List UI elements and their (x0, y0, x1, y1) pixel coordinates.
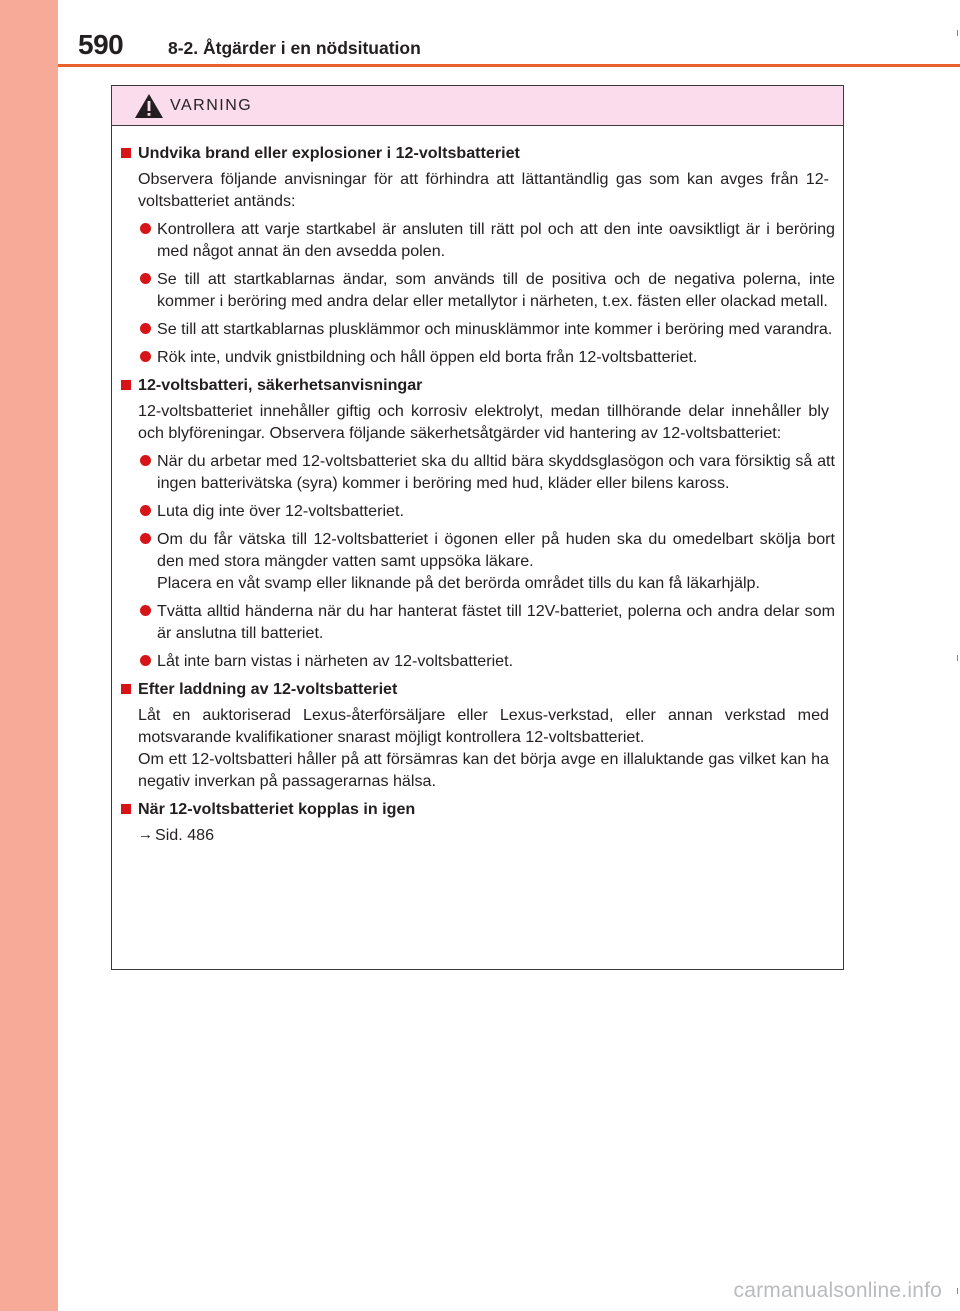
section-square-icon (121, 148, 131, 158)
bullet-dot-icon (140, 533, 151, 544)
crop-mark (957, 1288, 958, 1294)
list-item: Låt inte barn vistas i närheten av 12-voltsbatteriet. (138, 650, 835, 672)
section-intro: Låt en auktoriserad Lexus-återförsäljare eller Lexus-verkstad, eller annan verkstad med motsvarande kvalifikationer snarast möjligt kontrollera 12-voltsbatteriet. Om ett 12-voltsbatteri håller på att försämras kan det börja avge en illaluktande gas vilket kan ha negativ inverkan på passagerarnas hälsa. (138, 706, 829, 790)
section-heading: Undvika brand eller explosioner i 12-voltsbatteriet (120, 142, 835, 164)
warning-body (112, 126, 843, 846)
list-item: Kontrollera att varje startkabel är ansluten till rätt pol och att den inte oavsiktligt är i beröring med något annat än den avsedda polen. (138, 218, 835, 262)
page-number: 590 (78, 29, 124, 60)
page-reference-link[interactable]: → Sid. 486 (138, 826, 215, 844)
list-item: Se till att startkablarnas plusklämmor och minusklämmor inte kommer i beröring med varandra. (138, 318, 835, 340)
arrow-right-icon: → (138, 826, 153, 843)
bullet-list (120, 450, 835, 672)
section-after-charging (120, 678, 835, 792)
header-rule (58, 64, 960, 67)
crop-mark (957, 30, 958, 36)
warning-box (111, 85, 844, 970)
bullet-dot-icon (140, 455, 151, 466)
bullet-dot-icon (140, 273, 151, 284)
section-intro: 12-voltsbatteriet innehåller giftig och korrosiv elektrolyt, medan tillhörande delar innehåller bly och blyföreningar. Observera följande säkerhetsåtgärder vid hantering av 12-voltsbatteriet: (138, 402, 829, 442)
list-item: Luta dig inte över 12-voltsbatteriet. (138, 500, 835, 522)
section-fire-explosion (120, 142, 835, 368)
warning-triangle-icon (134, 93, 164, 119)
crop-mark (957, 655, 958, 661)
warning-label: VARNING (170, 96, 253, 114)
warning-header (112, 86, 843, 126)
section-heading: När 12-voltsbatteriet kopplas in igen (120, 798, 835, 820)
section-square-icon (121, 380, 131, 390)
list-item: När du arbetar med 12-voltsbatteriet ska du alltid bära skyddsglasögon och vara försiktig så att ingen batterivätska (syra) kommer i beröring med hud, kläder eller bilens kaross. (138, 450, 835, 494)
bullet-dot-icon (140, 505, 151, 516)
section-battery-safety (120, 374, 835, 672)
bullet-dot-icon (140, 223, 151, 234)
section-heading: Efter laddning av 12-voltsbatteriet (120, 678, 835, 700)
section-intro: Observera följande anvisningar för att förhindra att lättantändlig gas som kan avges från 12-voltsbatteriet antänds: (138, 170, 829, 210)
section-reconnect (120, 798, 835, 846)
section-square-icon (121, 804, 131, 814)
bullet-list (120, 218, 835, 368)
section-square-icon (121, 684, 131, 694)
bullet-dot-icon (140, 351, 151, 362)
bullet-dot-icon (140, 655, 151, 666)
list-item: Se till att startkablarnas ändar, som används till de positiva och de negativa polerna, inte kommer i beröring med andra delar eller metallytor i närheten, t.ex. fästen eller olackad metall. (138, 268, 835, 312)
section-heading: 12-voltsbatteri, säkerhetsanvisningar (120, 374, 835, 396)
list-item: Om du får vätska till 12-voltsbatteriet i ögonen eller på huden ska du omedelbart skölja bort den med stora mängder vatten samt uppsöka läkare. Placera en våt svamp eller liknande på det berörda området tills du kan få läkarhjälp. (138, 528, 835, 594)
bullet-dot-icon (140, 605, 151, 616)
list-item: Rök inte, undvik gnistbildning och håll öppen eld borta från 12-voltsbatteriet. (138, 346, 835, 368)
side-color-band (0, 0, 58, 1311)
section-title: 8-2. Åtgärder i en nödsituation (168, 38, 421, 58)
watermark: carmanualsonline.info (733, 1279, 942, 1302)
list-item: Tvätta alltid händerna när du har hanterat fästet till 12V-batteriet, polerna och andra delar som är anslutna till batteriet. (138, 600, 835, 644)
bullet-dot-icon (140, 323, 151, 334)
